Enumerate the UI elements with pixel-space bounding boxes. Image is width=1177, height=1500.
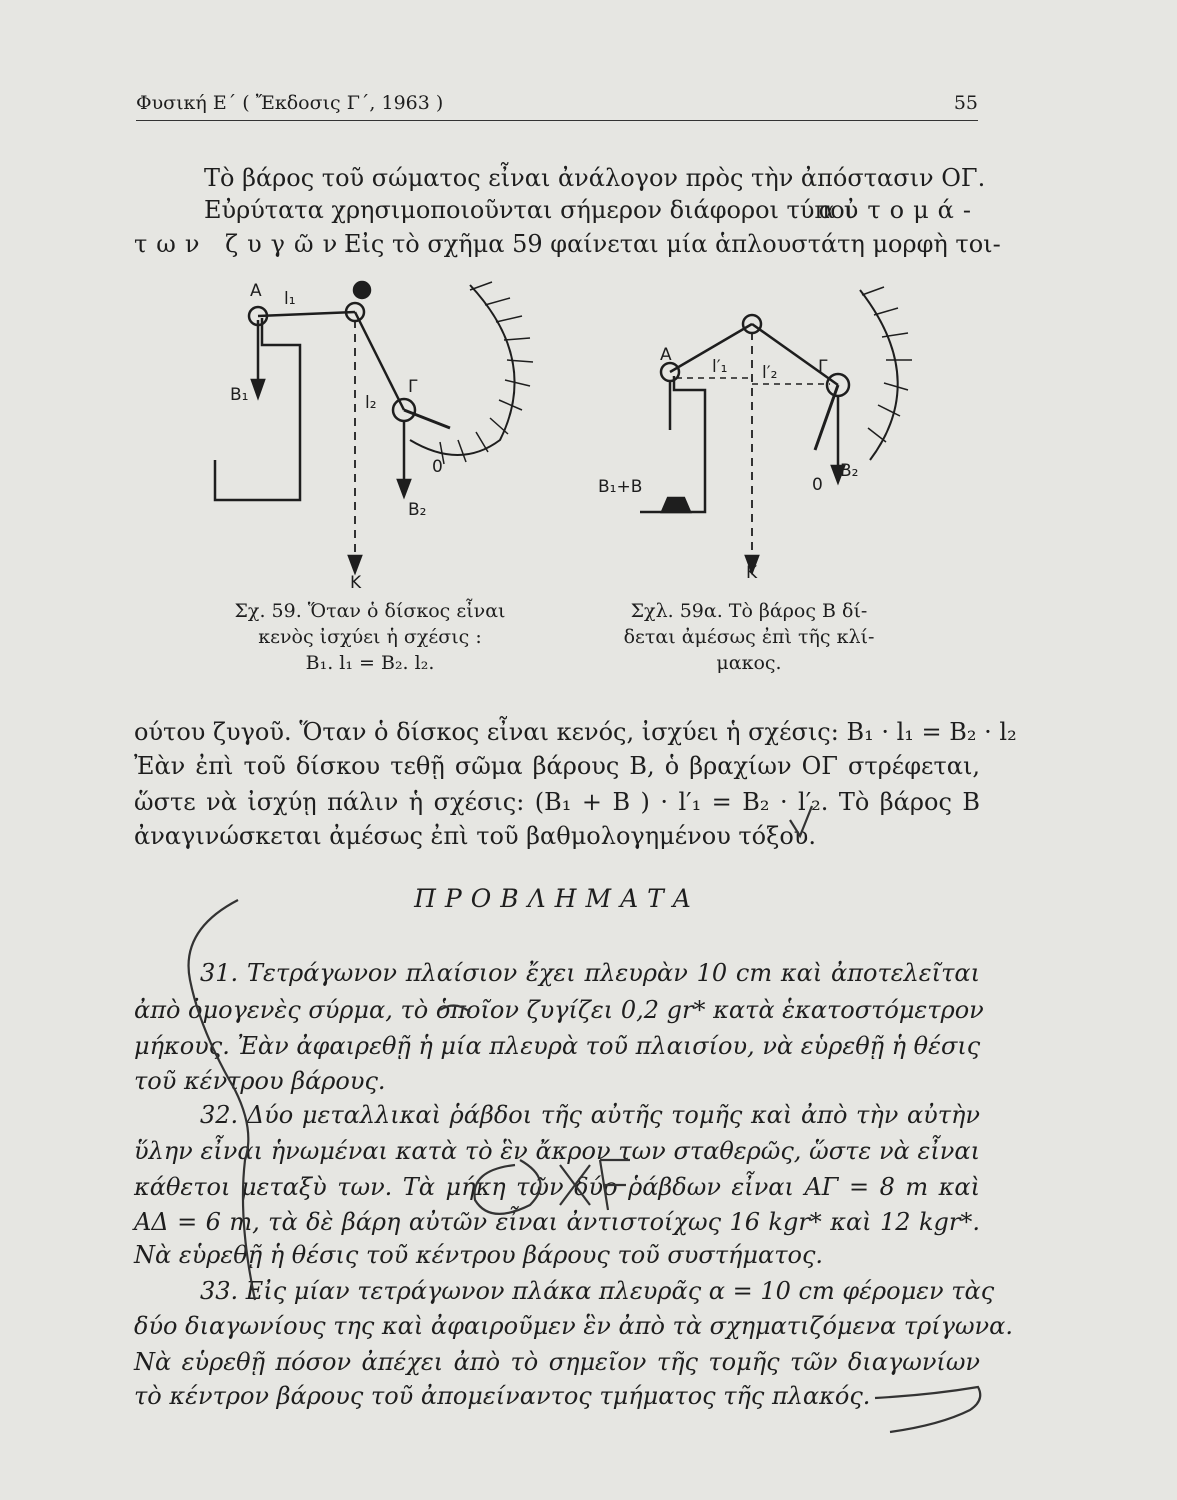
pen-mark-small	[440, 1005, 470, 1012]
caption-59a-line-3: μακος.	[716, 652, 782, 674]
label-zero-right: 0	[812, 475, 823, 495]
body-line-4: ἀναγινώσκεται ἀμέσως ἐπὶ τοῦ βαθμολογημένου τόξου.	[134, 822, 817, 850]
problem-31-line-2: ἀπὸ ὁμογενὲς σύρμα, τὸ ὁποῖον ζυγίζει 0,2 gr* κατὰ ἑκατοστόμετρον	[134, 996, 984, 1024]
label-b2-right: B₂	[840, 461, 859, 481]
label-l1-prime: l′₁	[712, 357, 728, 377]
problem-32-line-4: ΑΔ = 6 m, τὰ δὲ βάρη αὐτῶν εἶναι ἀντιστοίχως 16 kgr* καὶ 12 kgr*.	[134, 1208, 980, 1236]
caption-59-line-1: Σχ. 59. Ὅταν ὁ δίσκος εἶναι	[234, 600, 506, 622]
page-number: 55	[953, 92, 978, 114]
label-l1: l₁	[284, 289, 296, 309]
pen-mark-circle	[475, 1160, 541, 1214]
body-line-2: Ἐὰν ἐπὶ τοῦ δίσκου τεθῇ σῶμα βάρους Β, ὁ βραχίων ΟΓ στρέφεται,	[134, 752, 980, 780]
problem-32-line-5: Νὰ εὑρεθῇ ἡ θέσις τοῦ κέντρου βάρους τοῦ συστήματος.	[134, 1241, 824, 1269]
pen-mark-x	[560, 1165, 590, 1205]
body-line-1: ούτου ζυγοῦ. Ὅταν ὁ δίσκος εἶναι κενός, ἰσχύει ἡ σχέσις: B₁ · l₁ = B₂ · l₂	[134, 718, 1017, 746]
problem-31-line-3: μήκους. Ἐὰν ἀφαιρεθῇ ἡ μία πλευρὰ τοῦ πλαισίου, νὰ εὑρεθῇ ἡ θέσις	[134, 1032, 981, 1060]
label-a: A	[250, 281, 262, 301]
problem-33-line-3: Νὰ εὑρεθῇ πόσον ἀπέχει ἀπὸ τὸ σημεῖον τῆς τομῆς τῶν διαγωνίων	[134, 1348, 980, 1376]
problem-31-line-4: τοῦ κέντρου βάρους.	[134, 1067, 386, 1095]
pen-mark-margin	[189, 900, 255, 1300]
label-l2-prime: l′₂	[762, 363, 778, 383]
body-line-3: ὥστε νὰ ἰσχύῃ πάλιν ἡ σχέσις: (B₁ + B ) · l′₁ = B₂ · l′₂. Τὸ βάρος Β	[134, 788, 980, 816]
problems-heading: ΠΡΟΒΛΗΜΑΤΑ	[414, 884, 700, 913]
problem-32-line-3: κάθετοι μεταξὺ των. Τὰ μήκη τῶν δύο ῥάβδων εἶναι ΑΓ = 8 m καὶ	[134, 1173, 980, 1201]
intro-line-1: Τὸ βάρος τοῦ σώματος εἶναι ἀνάλογον πρὸς τὴν ἀπόστασιν ΟΓ.	[204, 164, 986, 192]
label-b2: B₂	[408, 500, 427, 520]
intro-line-2: Εὐρύτατα χρησιμοποιοῦνται σήμερον διάφοροι τύποι	[204, 196, 855, 224]
problem-32-line-2: ὕλην εἶναι ἡνωμέναι κατὰ τὸ ἓν ἄκρον των σταθερῶς, ὥστε νὰ εἶναι	[134, 1137, 980, 1165]
label-k-right: K	[746, 563, 758, 583]
label-zero: 0	[432, 457, 443, 477]
problem-33-line-2: δύο διαγωνίους της καὶ ἀφαιροῦμεν ἓν ἀπὸ τὰ σχηματιζόμενα τρίγωνα.	[134, 1312, 1013, 1340]
checkmark	[790, 806, 812, 836]
label-a-right: A	[660, 345, 672, 365]
pen-mark-arrow	[875, 1387, 980, 1432]
caption-59-line-2: κενὸς ἰσχύει ἡ σχέσις :	[258, 626, 482, 648]
label-b1: B₁	[230, 385, 249, 405]
problem-31-line-1: 31. Τετράγωνον πλαίσιον ἔχει πλευρὰν 10 cm καὶ ἀποτελεῖται	[200, 959, 980, 987]
label-b1-plus-b: B₁+B	[598, 477, 643, 497]
problem-33-line-4: τὸ κέντρον βάρους τοῦ ἀπομείναντος τμήματος τῆς πλακός.	[134, 1382, 871, 1410]
caption-59a-line-2: δεται ἀμέσως ἐπὶ τῆς κλί-	[623, 626, 875, 648]
intro-line-2-spaced: αὐτομά-	[818, 196, 980, 224]
label-gamma-right: Γ	[818, 357, 828, 377]
label-k: K	[350, 573, 362, 593]
problem-33-line-1: 33. Εἰς μίαν τετράγωνον πλάκα πλευρᾶς α = 10 cm φέρομεν τὰς	[200, 1277, 995, 1305]
book-title: Φυσική Ε΄ ( Ἔκδοσις Γ΄, 1963 )	[136, 92, 444, 114]
label-l2: l₂	[365, 393, 377, 413]
intro-line-3: Εἰς τὸ σχῆμα 59 φαίνεται μία ἁπλουστάτη μορφὴ τοι-	[344, 230, 1001, 258]
problem-32-line-1: 32. Δύο μεταλλικαὶ ῥάβδοι τῆς αὐτῆς τομῆς καὶ ἀπὸ τὴν αὐτὴν	[200, 1101, 980, 1129]
pen-mark-f	[600, 1160, 630, 1210]
intro-line-3-spaced: των ζυγῶν.	[134, 230, 363, 258]
caption-59a-line-1: Σχλ. 59α. Τὸ βάρος Β δί-	[630, 600, 868, 622]
label-gamma: Γ	[408, 377, 418, 397]
caption-59-line-3: B₁. l₁ = B₂. l₂.	[305, 652, 435, 674]
